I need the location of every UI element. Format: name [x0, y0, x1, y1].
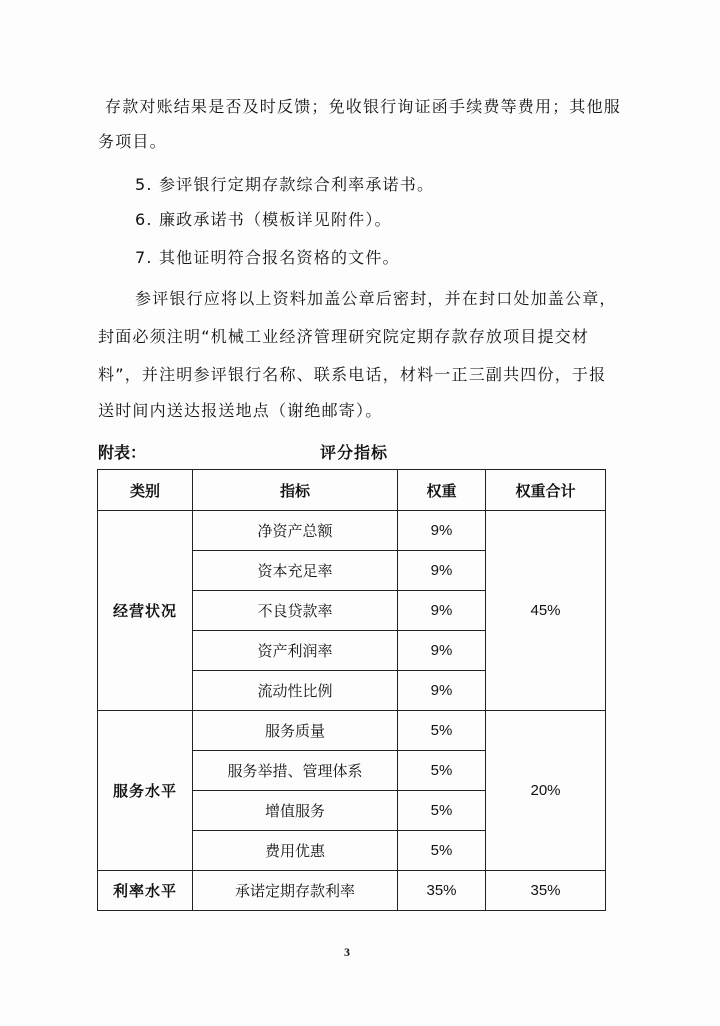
paragraph-line: 参评银行应将以上资料加盖公章后密封，并在封口处加盖公章，: [135, 289, 617, 308]
table-header-row: [98, 470, 606, 511]
weight-cell: 9%: [398, 551, 486, 591]
scoring-table: [97, 469, 606, 911]
header-weight-total: 权重合计: [486, 470, 606, 511]
weight-cell: 9%: [398, 591, 486, 631]
list-item-7: 7. 其他证明符合报名资格的文件。: [135, 248, 400, 267]
weight-cell: 9%: [398, 511, 486, 551]
table-row: [98, 511, 606, 551]
paragraph-line: 务项目。: [98, 132, 167, 151]
indicator-cell: 服务举措、管理体系: [193, 751, 398, 791]
category-cell: 利率水平: [98, 871, 193, 911]
indicator-cell: 费用优惠: [193, 831, 398, 871]
indicator-cell: 不良贷款率: [193, 591, 398, 631]
indicator-cell: 资产利润率: [193, 631, 398, 671]
weight-cell: 9%: [398, 631, 486, 671]
table-row: [98, 871, 606, 911]
page-number: 3: [344, 945, 350, 959]
indicator-cell: 流动性比例: [193, 671, 398, 711]
indicator-cell: 增值服务: [193, 791, 398, 831]
paragraph-line: 送时间内送达报送地点（谢绝邮寄）。: [98, 401, 383, 420]
indicator-cell: 服务质量: [193, 711, 398, 751]
paragraph-line: 封面必须注明“机械工业经济管理研究院定期存款存放项目提交材: [98, 327, 590, 346]
table-title: 评分指标: [320, 443, 389, 462]
weight-cell: 5%: [398, 791, 486, 831]
paragraph-line: 存款对账结果是否及时反馈；免收银行询证函手续费等费用；其他服: [105, 97, 622, 116]
weight-total-cell: 20%: [486, 711, 606, 871]
weight-cell: 5%: [398, 831, 486, 871]
list-item-5: 5. 参评银行定期存款综合利率承诺书。: [135, 175, 435, 194]
header-weight: 权重: [398, 470, 486, 511]
indicator-cell: 资本充足率: [193, 551, 398, 591]
appendix-label: 附表：: [98, 443, 147, 462]
category-cell: 经营状况: [98, 511, 193, 711]
category-cell: 服务水平: [98, 711, 193, 871]
weight-total-cell: 45%: [486, 511, 606, 711]
weight-total-cell: 35%: [486, 871, 606, 911]
indicator-cell: 净资产总额: [193, 511, 398, 551]
table-row: [98, 711, 606, 751]
header-indicator: 指标: [193, 470, 398, 511]
weight-cell: 5%: [398, 711, 486, 751]
indicator-cell: 承诺定期存款利率: [193, 871, 398, 911]
weight-cell: 9%: [398, 671, 486, 711]
paragraph-line: 料”，并注明参评银行名称、联系电话，材料一正三副共四份，于报: [98, 365, 607, 384]
weight-cell: 35%: [398, 871, 486, 911]
header-category: 类别: [98, 470, 193, 511]
list-item-6: 6. 廉政承诺书（模板详见附件）。: [135, 210, 392, 229]
weight-cell: 5%: [398, 751, 486, 791]
